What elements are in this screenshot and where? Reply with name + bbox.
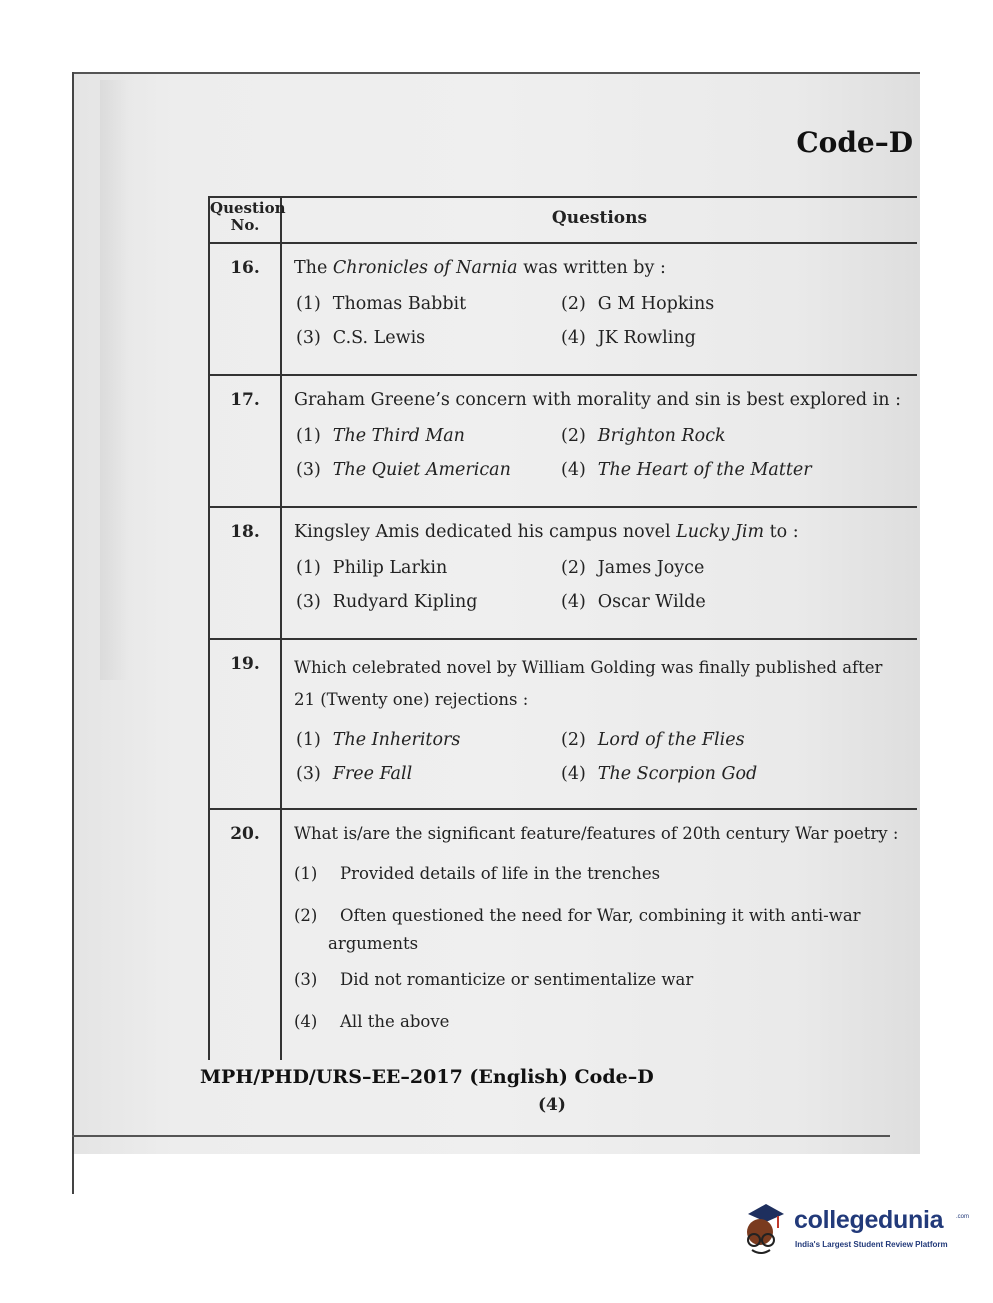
option: (2) James Joyce (561, 558, 705, 578)
options (294, 426, 907, 480)
page-number: (4) (538, 1095, 566, 1115)
question-text: Kingsley Amis dedicated his campus novel Lucky Jim to : (294, 522, 799, 542)
option: (1) Philip Larkin (296, 558, 448, 578)
options (294, 730, 907, 784)
question-text: What is/are the significant feature/features of 20th century War poetry : (294, 824, 899, 843)
option: (1) Thomas Babbit (296, 294, 467, 314)
option: (4) Oscar Wilde (561, 592, 706, 612)
option: (4) All the above (294, 1012, 450, 1031)
brand-tagline: India's Largest Student Review Platform (795, 1240, 948, 1249)
option: (3) Rudyard Kipling (296, 592, 478, 612)
option: (1) The Inheritors (296, 730, 461, 750)
option: (3) The Quiet American (296, 460, 511, 480)
page-fold-shadow (100, 80, 130, 680)
brand-domain: .com (956, 1214, 970, 1220)
options (294, 558, 907, 612)
question-text: Which celebrated novel by William Golding was finally published after 21 (Twenty one) rejections : (294, 658, 883, 709)
option: (1) The Third Man (296, 426, 465, 446)
brand-name: collegedunia (794, 1206, 944, 1234)
question-row (210, 376, 917, 508)
question-row (210, 640, 917, 810)
scan-edge-bottom (72, 1135, 890, 1137)
option: (3) Did not romanticize or sentimentalize war (294, 970, 694, 989)
footer-code: MPH/PHD/URS–EE–2017 (English) Code–D (200, 1066, 654, 1088)
option: (2) Brighton Rock (561, 426, 726, 446)
col-question-no: Question No. (210, 198, 282, 242)
scan-edge (72, 72, 74, 1194)
option: (3) Free Fall (296, 764, 413, 784)
table-header (210, 196, 917, 244)
col-questions: Questions (551, 208, 648, 228)
question-row (210, 508, 917, 640)
question-row (210, 244, 917, 376)
options (294, 860, 907, 1036)
option: (3) C.S. Lewis (296, 328, 426, 348)
question-text: The Chronicles of Narnia was written by : (294, 258, 666, 278)
option: (2) Lord of the Flies (561, 730, 745, 750)
option: (2) G M Hopkins (561, 294, 715, 314)
option: (4) The Scorpion God (561, 764, 758, 784)
question-number: 16. (210, 244, 282, 374)
question-number: 18. (210, 508, 282, 638)
code-header: Code–D (796, 126, 913, 159)
option: (4) JK Rowling (561, 328, 696, 348)
option: (1) Provided details of life in the trenches (294, 864, 661, 883)
option: (2) Often questioned the need for War, combining it with anti-war arguments (294, 906, 861, 953)
question-number: 19. (210, 640, 282, 808)
collegedunia-logo (738, 1196, 970, 1260)
question-text: Graham Greene’s concern with morality and sin is best explored in : (294, 390, 901, 410)
question-row (210, 810, 917, 1060)
question-table (208, 196, 917, 1060)
question-number: 17. (210, 376, 282, 506)
mascot-icon (738, 1200, 788, 1256)
option: (4) The Heart of the Matter (561, 460, 812, 480)
options (294, 294, 907, 348)
question-number: 20. (210, 810, 282, 1060)
